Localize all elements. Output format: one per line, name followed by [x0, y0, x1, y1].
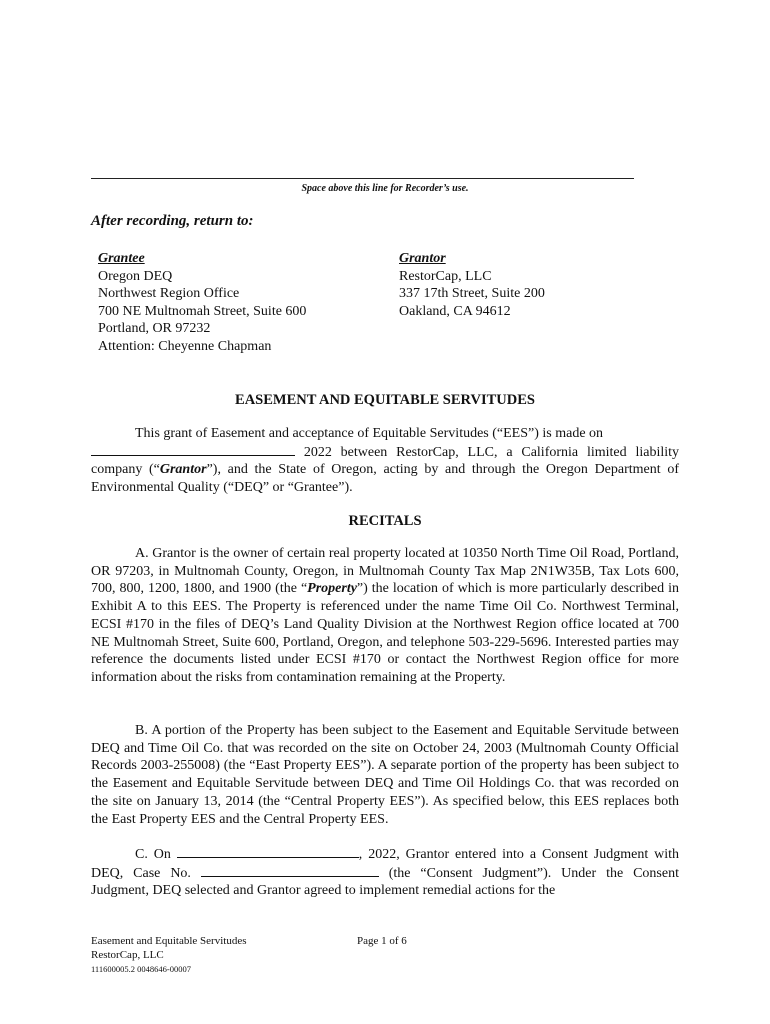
recital-c	[91, 845, 679, 900]
return-to-heading: After recording, return to:	[91, 213, 254, 229]
grantor-line: 337 17th Street, Suite 200	[399, 286, 545, 302]
recorder-line	[91, 178, 634, 179]
recorder-note: Space above this line for Recorder’s use.	[301, 183, 469, 194]
grantee-line: Oregon DEQ	[98, 268, 173, 284]
recital-c-text-3: (the “Consent Judgment”). Under the Consent Judgment, DEQ selected and Grantor agreed to implement remedial actions for the	[91, 865, 679, 899]
footer-doc-title: Easement and Equitable Servitudes	[91, 935, 247, 947]
grantee-line: Northwest Region Office	[98, 286, 240, 302]
recital-c-text-2: , 2022, Grantor entered into a Consent Judgment with DEQ, Case No.	[91, 847, 680, 881]
intro-text-3: ”), and the State of Oregon, acting by and through the Oregon Department of Environmental Quality (“DEQ” or “Grantee”).	[91, 462, 679, 496]
grantor-block	[399, 250, 545, 320]
grantor-line: Oakland, CA 94612	[399, 303, 511, 319]
consent-date-blank	[177, 845, 359, 858]
grantee-line: Attention: Cheyenne Chapman	[98, 338, 272, 354]
grantee-line: Portland, OR 97232	[98, 321, 211, 337]
recital-a-text-1: A. Grantor is the owner of certain real property located at 10350 North Time Oil Road, Portland, OR 97203, in Multnomah County, Oregon, in Multnomah County Tax Map 2N1W35B, Tax Lots 600, 700, 800, 1200, 1800, and 1900 (the “	[91, 546, 679, 597]
footer-party: RestorCap, LLC	[91, 949, 164, 961]
footer-left	[91, 934, 246, 976]
grantee-line: 700 NE Multnomah Street, Suite 600	[98, 303, 307, 319]
intro-text-1: This grant of Easement and acceptance of Equitable Servitudes (“EES”) is made on	[135, 426, 604, 441]
grantee-heading: Grantee	[98, 251, 145, 266]
recital-b	[91, 722, 679, 828]
date-blank	[91, 443, 295, 456]
grantor-line: RestorCap, LLC	[399, 268, 492, 284]
property-term: Property	[307, 581, 357, 597]
footer-page-number: Page 1 of 6	[357, 935, 407, 947]
footer-doc-id: 111600005.2 0048646-00007	[91, 964, 191, 974]
case-number-blank	[201, 864, 379, 877]
recitals-heading: RECITALS	[348, 513, 422, 529]
recital-c-text-1: C. On	[135, 847, 177, 862]
recital-b-text: B. A portion of the Property has been subject to the Easement and Equitable Servitude between DEQ and Time Oil Co. that was recorded on the site on October 24, 2003 (Multnomah County Official Records 2003-255008) (the “East Property EES”). A separate portion of the property has been subject to the Easement and Equitable Servitude between DEQ and Time Oil Holdings Co. that was recorded on the site on January 13, 2014 (the “Central Property EES”). As specified below, this EES replaces both the East Property EES and the Central Property EES.	[91, 723, 679, 827]
intro-text-2: 2022 between RestorCap, LLC, a California limited liability company (“	[91, 444, 679, 478]
grantee-block	[98, 250, 306, 356]
grantor-term: Grantor	[159, 462, 207, 478]
intro-paragraph	[91, 425, 679, 497]
grantor-heading: Grantor	[399, 251, 446, 266]
recital-a-text-2: ”) the location of which is more particularly described in Exhibit A to this EES. The Property is referenced under the name Time Oil Co. Northwest Terminal, ECSI #170 in the files of DEQ’s Land Quality Division at the Northwest Region office located at 700 NE Multnomah Street, Suite 600, Portland, Oregon, and telephone 503-229-5696. Interested parties may reference the documents listed under ECSI #170 or contact the Northwest Region office for more information about the risks from contamination remaining at the Property.	[91, 581, 679, 685]
recital-a	[91, 545, 679, 687]
document-title: EASEMENT AND EQUITABLE SERVITUDES	[235, 392, 535, 408]
